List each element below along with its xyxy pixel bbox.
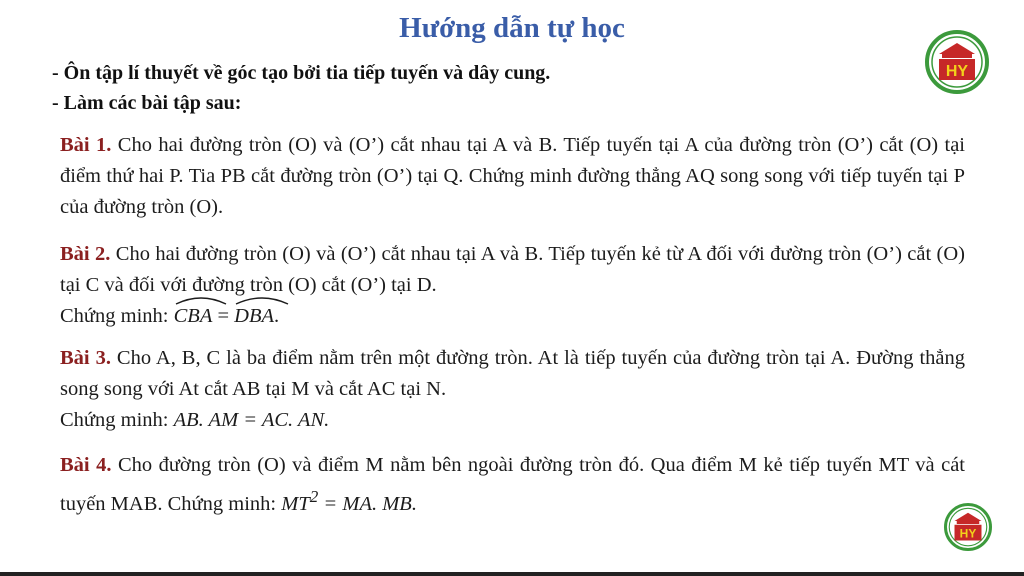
angle-hat-icon <box>234 295 290 305</box>
prove-label: Chứng minh: <box>60 409 169 431</box>
instruction-review-theory: - Ôn tập lí thuyết về góc tạo bởi tia tiếp tuyến và dây cung. <box>52 62 551 84</box>
exercise-label: Bài 1. <box>60 134 112 156</box>
bottom-border <box>0 572 1024 576</box>
exercise-2: Bài 2. Cho hai đường tròn (O) và (O’) cắt nhau tại A và B. Tiếp tuyến kẻ từ A đối với đường tròn (O’) cắt (O) tại C và đối với đường tròn (O) cắt (O’) tại D. Chứng minh: CBA = DBA. <box>60 239 965 332</box>
exercise-text: Cho hai đường tròn (O) và (O’) cắt nhau tại A và B. Tiếp tuyến tại A của đường tròn (O’) cắt (O) tại điểm thứ hai P. Tia PB cắt đường tròn (O’) tại Q. Chứng minh đường thẳng AQ song song với tiếp tuyến tại P của đường tròn (O). <box>60 134 965 218</box>
exercise-1 <box>60 130 965 223</box>
school-logo-icon <box>925 30 989 99</box>
page-title: Hướng dẫn tự học <box>399 12 625 44</box>
exercise-3 <box>60 343 965 436</box>
angle-cba: CBA <box>174 301 213 332</box>
exercise-text: Cho A, B, C là ba điểm nằm trên một đường tròn. At là tiếp tuyến của đường tròn tại A. Đường thẳng song song với At cắt AB tại M và cắt AC tại N. <box>60 347 965 400</box>
exercise-label: Bài 3. <box>60 347 111 369</box>
svg-text:HY: HY <box>945 63 969 80</box>
exercise-text: Cho đường tròn (O) và điểm M nằm bên ngoài đường tròn đó. Qua điểm M kẻ tiếp tuyến MT và cát tuyến MAB. Chứng minh: <box>60 454 966 515</box>
formula: $MT^2$ = MA. MB. <box>281 487 417 515</box>
exercise-4 <box>60 450 965 520</box>
svg-text:HY: HY <box>959 526 977 541</box>
equals-sign: = <box>217 305 230 327</box>
angle-dba: DBA <box>234 301 274 332</box>
school-logo-small-icon <box>944 503 992 556</box>
exercise-text: Cho hai đường tròn (O) và (O’) cắt nhau tại A và B. Tiếp tuyến kẻ từ A đối với đường tròn (O’) cắt (O) tại C và đối với đường tròn (O) cắt (O’) tại D. <box>60 243 966 296</box>
exercise-label: Bài 4. <box>60 454 112 476</box>
exercise-label: Bài 2. <box>60 243 111 265</box>
angle-hat-icon <box>174 295 228 305</box>
instruction-do-exercises: - Làm các bài tập sau: <box>52 92 242 114</box>
prove-label: Chứng minh: <box>60 305 169 327</box>
formula: AB. AM = AC. AN. <box>173 409 330 431</box>
